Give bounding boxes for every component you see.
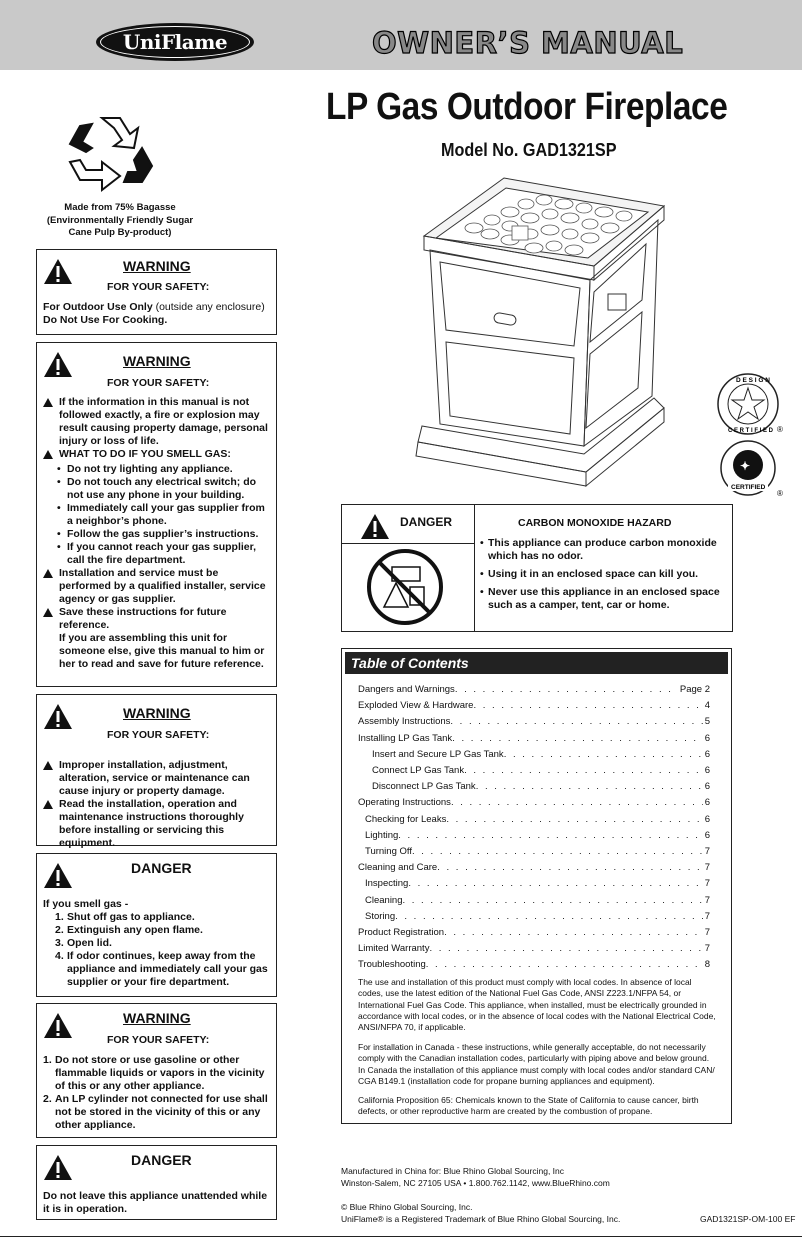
toc-leader-dots — [403, 895, 703, 906]
alert-icon — [43, 398, 53, 407]
svg-text:D E S I G N: D E S I G N — [736, 377, 770, 384]
warning-subitem: If you cannot reach your gas supplier, call the fire department. — [67, 541, 257, 566]
co-danger-divider — [342, 543, 474, 544]
toc-entry-page: Page 2 — [679, 684, 710, 695]
toc-entry-page: 6 — [704, 813, 710, 825]
danger-text — [43, 898, 272, 989]
certified-icon — [718, 440, 788, 502]
recycle-note-line: Made from 75% Bagasse — [64, 202, 176, 213]
toc-entry-label: Exploded View & Hardware — [358, 700, 474, 712]
danger-step: Extinguish any open flame. — [67, 924, 203, 936]
warning-subitem: Immediately call your gas supplier from a neighbor’s phone. — [67, 502, 265, 527]
toc-entry — [358, 684, 710, 695]
recycle-icon — [62, 112, 158, 196]
toc-entry-label: Limited Warranty — [358, 943, 430, 955]
footer-line: Manufactured in China for: Blue Rhino Global Sourcing, Inc — [341, 1166, 565, 1176]
toc-leader-dots — [429, 943, 702, 954]
warning-triangle-icon — [43, 1154, 73, 1181]
danger-heading: DANGER — [131, 1152, 192, 1168]
step-number: 3. — [55, 937, 64, 949]
alert-icon — [43, 800, 53, 809]
warning-heading: WARNING — [123, 353, 191, 369]
toc-entry-label: Assembly Instructions — [358, 716, 451, 728]
toc-entry-label: Operating Instructions — [358, 797, 451, 809]
danger-box-unattended — [36, 1145, 277, 1220]
co-hazard-list: • This appliance can produce carbon monoxide which has no odor. • Using it in an enclosed space can kill you. • Never use this appliance in an enclosed space such as a camper, tent, car or home. — [480, 537, 724, 612]
svg-text:®: ® — [777, 425, 783, 434]
alert-icon — [43, 761, 53, 770]
toc-entry-page: 7 — [704, 927, 710, 938]
toc-entry-label: Product Registration — [358, 927, 445, 938]
toc-entry — [358, 895, 710, 906]
toc-entry — [358, 959, 710, 970]
warning-subitem: Do not touch any electrical switch; do not use any phone in your building. — [67, 476, 257, 501]
co-hazard-item: Never use this appliance in an enclosed space such as a camper, tent, car or home. — [488, 586, 720, 611]
toc-entry — [358, 797, 710, 808]
toc-entry-label: Installing LP Gas Tank — [358, 732, 453, 744]
svg-text:C E R T I F I E D: C E R T I F I E D — [728, 428, 774, 434]
toc-leader-dots — [437, 862, 702, 873]
warning-box-gas-safety — [36, 342, 277, 687]
warning-text-line: Do Not Use For Cooking. — [43, 314, 168, 326]
toc-entry-page: 5 — [704, 716, 710, 728]
toc-entry — [358, 700, 710, 711]
document-code: GAD1321SP-OM-100 EF — [700, 1214, 796, 1224]
toc-leader-dots — [451, 797, 703, 808]
footer-copyright — [341, 1201, 620, 1225]
toc-entry-label: Dangers and Warnings — [358, 684, 455, 695]
warning-list: If the information in this manual is not followed exactly, a fire or explosion may result causing property damage, personal injury or loss of life. WHAT TO DO IF YOU SMELL GAS: • Do not try lighting any appliance. • Do not touch any electrical switch; do not use any phone in your building. • Immediately call your gas supplier from a neighbor’s phone. • Follow the gas supplier’s instructions. • If you cannot reach your gas supplier, call the fire department. Installation and service must be performed by a qualified installer, service agency or gas supplier. Save these instructions for future reference. If you are assembling this unit for someone else, give this manual to him or her to read and save for future reference. — [43, 396, 272, 671]
uniflame-logo — [96, 23, 254, 61]
toc-entry-page: 6 — [704, 829, 710, 841]
warning-triangle-icon — [43, 862, 73, 889]
toc-leader-dots — [426, 959, 703, 970]
toc-entry-page: 6 — [704, 781, 710, 793]
toc-entry-page: 6 — [704, 797, 710, 809]
step-number: 4. — [55, 950, 64, 962]
fireplace-illustration — [414, 176, 674, 488]
toc-entry-label: Troubleshooting — [358, 959, 426, 971]
manual-title: OWNER’S MANUAL — [372, 26, 684, 60]
no-enclosed-space-icon — [362, 547, 448, 627]
step-number: 1. — [55, 911, 64, 923]
toc-entry-label: Cleaning and Care — [358, 862, 438, 874]
footer-line: Winston-Salem, NC 27105 USA • 1.800.762.1142, www.BlueRhino.com — [341, 1178, 610, 1188]
warning-list — [43, 759, 272, 850]
toc-note-prop65: California Proposition 65: Chemicals known to the State of California to cause cancer, birth defects, or other reproductive harm are created by the combustion of propane. — [358, 1095, 699, 1117]
toc-entry-label: Disconnect LP Gas Tank — [372, 781, 476, 793]
toc-entry — [358, 781, 710, 792]
toc-leader-dots — [476, 781, 703, 792]
toc-entry-label: Lighting — [365, 829, 399, 841]
warning-subitem: Follow the gas supplier’s instructions. — [67, 528, 259, 540]
toc-leader-dots — [412, 846, 703, 857]
warning-text-bold: For Outdoor Use Only — [43, 301, 153, 313]
warning-heading: WARNING — [123, 258, 191, 274]
step-number: 2. — [43, 1093, 52, 1105]
toc-entry — [358, 716, 710, 727]
co-danger-box — [341, 504, 733, 632]
warning-item: Save these instructions for future reference. — [59, 606, 227, 631]
design-certified-icon — [716, 372, 786, 436]
toc-entry — [358, 765, 710, 776]
toc-entry-page: 6 — [704, 748, 710, 760]
warning-subheading: FOR YOUR SAFETY: — [107, 729, 210, 741]
toc-leader-dots — [408, 878, 702, 889]
toc-entry-page: 7 — [704, 943, 710, 955]
toc-entry — [358, 814, 710, 825]
toc-title: Table of Contents — [345, 652, 728, 674]
toc-entry-label: Insert and Secure LP Gas Tank — [372, 748, 504, 760]
toc-entry-label: Checking for Leaks — [365, 813, 447, 825]
warning-box-installation — [36, 694, 277, 849]
alert-icon — [43, 450, 53, 459]
svg-text:CERTIFIED: CERTIFIED — [731, 484, 766, 491]
danger-step: Open lid. — [67, 937, 112, 949]
alert-icon — [43, 608, 53, 617]
logo-text: UniFlame — [122, 30, 228, 54]
step-number: 1. — [43, 1054, 52, 1066]
toc-entry-page: 8 — [704, 959, 710, 971]
recycle-note — [28, 200, 212, 239]
toc-entry — [358, 911, 710, 922]
toc-leader-dots — [452, 733, 703, 744]
toc-leader-dots — [444, 927, 703, 938]
toc-entry — [358, 830, 710, 841]
warning-text-normal: (outside any enclosure) — [152, 301, 265, 313]
toc-entry-page: 7 — [704, 862, 710, 874]
warning-item: Read the installation, operation and maintenance instructions thoroughly before installing or servicing this equipment. — [59, 798, 244, 849]
co-hazard-title: CARBON MONOXIDE HAZARD — [518, 517, 672, 529]
toc-leader-dots — [395, 911, 703, 922]
toc-entry-page: 7 — [704, 878, 710, 890]
toc-entry — [358, 943, 710, 954]
footer-line: © Blue Rhino Global Sourcing, Inc. — [341, 1202, 473, 1212]
toc-entry-page: 6 — [704, 732, 710, 744]
footer-line: UniFlame® is a Registered Trademark of Blue Rhino Global Sourcing, Inc. — [341, 1214, 621, 1224]
toc-entry-page: 7 — [704, 846, 710, 857]
svg-text:✦: ✦ — [740, 459, 751, 473]
toc-entry — [358, 878, 710, 889]
warning-subheading: FOR YOUR SAFETY: — [107, 281, 210, 293]
warning-list — [43, 1054, 272, 1132]
toc-entry — [358, 749, 710, 760]
model-number: Model No. GAD1321SP — [441, 140, 617, 160]
toc-entry-page: 6 — [704, 765, 710, 776]
toc-entry-label: Turning Off — [365, 846, 412, 857]
toc-leader-dots — [398, 830, 702, 841]
toc-leader-dots — [464, 765, 703, 776]
toc-entry — [358, 927, 710, 938]
toc-leader-dots — [455, 684, 678, 695]
toc-note-canada: For installation in Canada - these instructions, while generally acceptable, do not necessarily comply with the Canadian installation codes, particularly with piping above and below ground. In Canada the installation of this appliance must comply with local codes and/or standard CAN/ CGA B149.1 (installation code for propane burning appliances and equipment). — [358, 1042, 715, 1086]
toc-leader-dots — [446, 814, 702, 825]
danger-intro: If you smell gas - — [43, 898, 129, 910]
toc-entry — [358, 862, 710, 873]
toc-entry — [358, 733, 710, 744]
warning-item: Installation and service must be performed by a qualified installer, service agency or gas supplier. — [59, 567, 266, 605]
recycle-note-line: Cane Pulp By-product) — [68, 227, 172, 238]
warning-triangle-icon — [360, 513, 390, 540]
bottom-rule — [0, 1236, 802, 1237]
warning-subitem: Do not try lighting any appliance. — [67, 463, 233, 475]
table-of-contents — [341, 648, 732, 1124]
warning-heading: WARNING — [123, 705, 191, 721]
toc-entry-label: Storing — [365, 910, 396, 922]
warning-box-flammables — [36, 1003, 277, 1138]
danger-heading: DANGER — [131, 860, 192, 876]
warning-box-outdoor-use — [36, 249, 277, 335]
warning-item: Do not store or use gasoline or other flammable liquids or vapors in the vicinity of this or any other appliance. — [55, 1054, 265, 1092]
danger-step: If odor continues, keep away from the appliance and immediately call your gas supplier or your fire department. — [67, 950, 268, 988]
toc-leader-dots — [450, 716, 702, 727]
warning-triangle-icon — [43, 258, 73, 285]
toc-entry-label: Cleaning — [365, 894, 403, 906]
warning-item: If you are assembling this unit for someone else, give this manual to him or her to read and save for future reference. — [59, 632, 265, 670]
warning-item: Improper installation, adjustment, alteration, service or maintenance can cause injury or property damage. — [59, 759, 250, 797]
toc-entry-page: 7 — [704, 910, 710, 922]
warning-triangle-icon — [43, 351, 73, 378]
toc-leader-dots — [473, 700, 702, 711]
danger-text: Do not leave this appliance unattended while it is in operation. — [43, 1190, 268, 1215]
toc-entry-label: Inspecting — [365, 878, 409, 890]
warning-triangle-icon — [43, 1012, 73, 1039]
svg-text:®: ® — [777, 489, 783, 498]
toc-entry-page: 7 — [704, 894, 710, 906]
warning-item: WHAT TO DO IF YOU SMELL GAS: — [59, 448, 231, 460]
warning-subheading: FOR YOUR SAFETY: — [107, 1034, 210, 1046]
toc-entry — [358, 846, 710, 857]
alert-icon — [43, 569, 53, 578]
warning-text — [43, 301, 272, 327]
step-number: 2. — [55, 924, 64, 936]
warning-heading: WARNING — [123, 1010, 191, 1026]
danger-step: Shut off gas to appliance. — [67, 911, 195, 923]
co-danger-heading: DANGER — [400, 515, 453, 529]
footer-manufacturer — [341, 1165, 610, 1189]
warning-item: An LP cylinder not connected for use shall not be stored in the vicinity of this or any other appliance. — [55, 1093, 268, 1131]
recycle-note-line: (Environmentally Friendly Sugar — [46, 215, 194, 226]
co-hazard-item: This appliance can produce carbon monoxide which has no odor. — [488, 537, 717, 562]
toc-entry-label: Connect LP Gas Tank — [372, 765, 465, 776]
warning-item: If the information in this manual is not followed exactly, a fire or explosion may result causing property damage, personal injury or loss of life. — [59, 396, 268, 447]
product-title: LP Gas Outdoor Fireplace — [326, 86, 728, 128]
toc-note-codes: The use and installation of this product must comply with local codes. In absence of local codes, use the latest edition of the National Fuel Gas Code, ANSI Z223.1/NFPA 54, or International Fuel Gas Code. This appliance, when installed, must be electrically grounded in accordance with local codes, or in the absence of local codes with the National Electrical Code, ANSI/NFPA 70, if applicable. — [358, 977, 716, 1033]
toc-entry-page: 4 — [704, 700, 710, 712]
warning-triangle-icon — [43, 703, 73, 730]
warning-subheading: FOR YOUR SAFETY: — [107, 377, 210, 389]
danger-box-smell-gas — [36, 853, 277, 997]
toc-leader-dots — [504, 749, 703, 760]
co-hazard-item: Using it in an enclosed space can kill you. — [488, 568, 699, 580]
